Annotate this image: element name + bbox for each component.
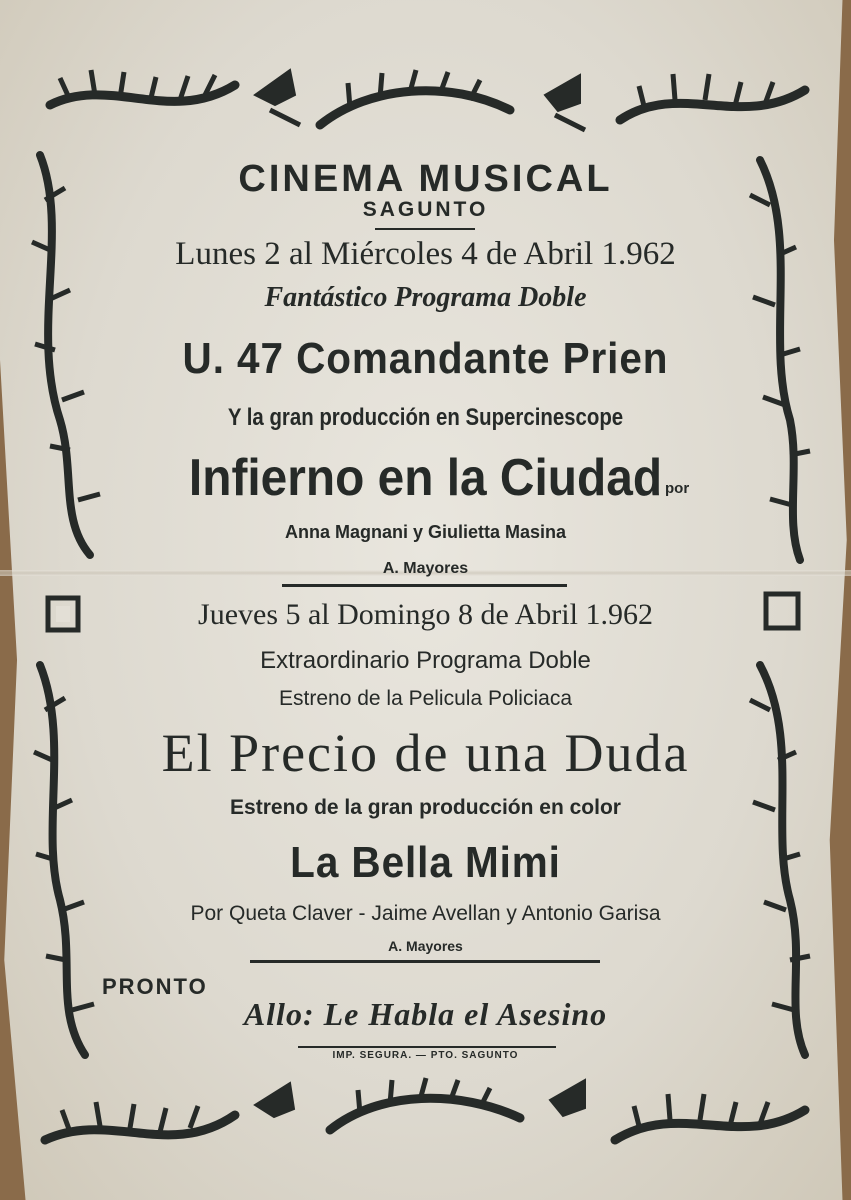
coming-soon-label: PRONTO xyxy=(102,974,208,999)
program1-rating: A. Mayores xyxy=(382,560,469,577)
bottom-left-scroll-ornament xyxy=(45,1102,235,1140)
program2-premiere-label: Estreno de la Pelicula Policiaca xyxy=(279,687,572,710)
program2-label: Extraordinario Programa Doble xyxy=(260,647,591,674)
program2-film-a-title: El Precio de una Duda xyxy=(161,723,690,783)
top-center-right-leaf-ornament xyxy=(545,75,585,130)
top-left-scroll-ornament xyxy=(50,70,235,105)
program1-label: Fantástico Programa Doble xyxy=(264,282,587,313)
program2-film-b-title: La Bella Mimi xyxy=(290,838,561,887)
bottom-center-scroll-ornament xyxy=(330,1078,520,1130)
theater-name: CINEMA MUSICAL xyxy=(238,158,613,200)
program2-film-b-intro: Estreno de la gran producción en color xyxy=(230,796,621,819)
printer-credit: IMP. SEGURA. — PTO. SAGUNTO xyxy=(332,1050,519,1061)
theater-city: SAGUNTO xyxy=(362,198,489,221)
top-right-scroll-ornament xyxy=(620,74,805,120)
program-divider xyxy=(282,584,567,587)
bottom-center-left-leaf-ornament xyxy=(255,1083,294,1117)
program1-dates: Lunes 2 al Miércoles 4 de Abril 1.962 xyxy=(175,236,676,272)
program2-dates: Jueves 5 al Domingo 8 de Abril 1.962 xyxy=(198,598,653,631)
top-center-scroll-ornament xyxy=(320,70,510,125)
top-center-left-leaf-ornament xyxy=(255,70,300,125)
printer-divider xyxy=(298,1046,556,1048)
header-divider xyxy=(375,228,475,230)
bottom-right-scroll-ornament xyxy=(615,1094,805,1140)
program1-film-b-intro: Y la gran producción en Supercinescope xyxy=(227,404,624,431)
program2-rating: A. Mayores xyxy=(388,938,463,954)
program1-film-a-title: U. 47 Comandante Prien xyxy=(182,334,669,383)
program1-by-label: por xyxy=(665,480,690,497)
bottom-center-right-leaf-ornament xyxy=(550,1080,585,1116)
program1-film-b-title: Infierno en la Ciudad xyxy=(188,449,663,507)
coming-soon-divider xyxy=(250,960,600,963)
coming-soon-title: Allo: Le Habla el Asesino xyxy=(243,996,608,1032)
program1-cast: Anna Magnani y Giulietta Masina xyxy=(284,522,567,542)
program2-cast: Por Queta Claver - Jaime Avellan y Antonio Garisa xyxy=(190,902,661,925)
